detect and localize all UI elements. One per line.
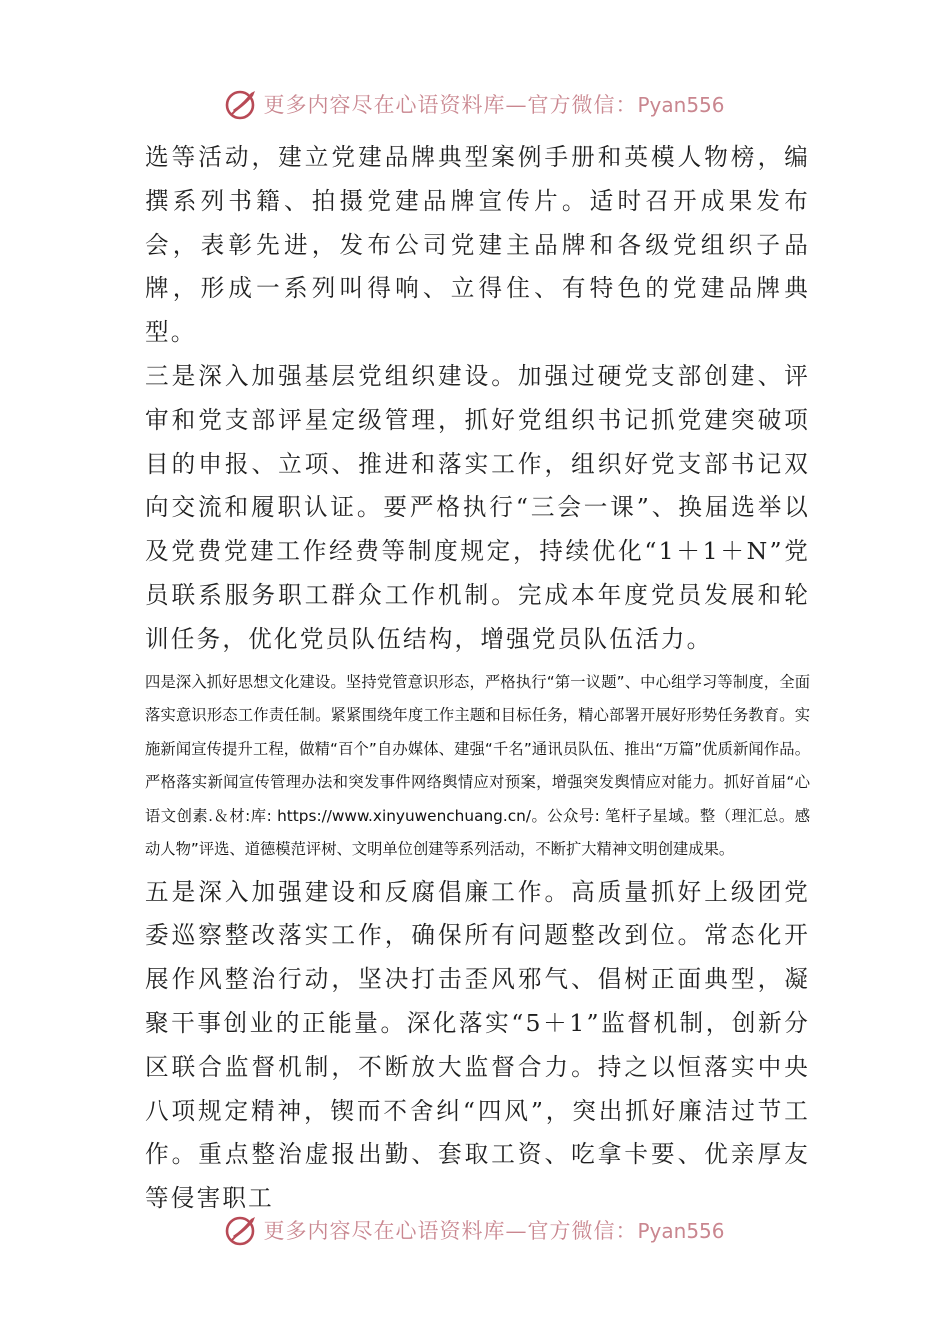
header-banner: [0, 84, 950, 124]
banner-text: [263, 1215, 724, 1245]
banner-label: 更多内容尽在心语资料库—官方微信：: [263, 93, 638, 117]
banner-text: [263, 89, 724, 119]
pen-logo-icon: [225, 87, 259, 121]
paragraph-2: 三是深入加强基层党组织建设。加强过硬党支部创建、评审和党支部评星定级管理，抓好党组织书记抓党建突破项目的申报、立项、推进和落实工作，组织好党支部书记双向交流和履职认证。要严格执行“三会一课”、换届选举以及党费党建工作经费等制度规定，持续优化“1＋1＋N”党员联系服务职工群众工作机制。完成本年度党员发展和轮训任务，优化党员队伍结构，增强党员队伍活力。: [145, 361, 810, 653]
footer-banner: [0, 1210, 950, 1250]
banner-wechat-id: Pyan556: [637, 93, 725, 117]
pen-logo-icon: [225, 1213, 259, 1247]
document-body: [145, 136, 810, 1221]
paragraph-4: 五是深入加强建设和反腐倡廉工作。高质量抓好上级团党委巡察整改落实工作，确保所有问题整改到位。常态化开展作风整治行动，坚决打击歪风邪气、倡树正面典型，凝聚干事创业的正能量。深化落实“5＋1”监督机制，创新分区联合监督机制，不断放大监督合力。持之以恒落实中央八项规定精神，锲而不舍纠“四风”，突出抓好廉洁过节工作。重点整治虚报出勤、套取工资、吃拿卡要、优亲厚友等侵害职工: [145, 877, 810, 1213]
banner-wechat-id: Pyan556: [637, 1219, 725, 1243]
banner-label: 更多内容尽在心语资料库—官方微信：: [263, 1219, 638, 1243]
paragraph-3: 四是深入抓好思想文化建设。坚持党管意识形态，严格执行“第一议题”、中心组学习等制度，全面落实意识形态工作责任制。紧紧围绕年度工作主题和目标任务，精心部署开展好形势任务教育。实施新闻宣传提升工程，做精“百个”自办媒体、建强“千名”通讯员队伍、推出“万篇”优质新闻作品。严格落实新闻宣传管理办法和突发事件网络舆情应对预案，增强突发舆情应对能力。抓好首届“心语文创素.＆材:库: https://www.xinyuwenchuang.cn/。公众号: 笔杆子星域。整（理汇总。感动人物”评选、道德模范评树、文明单位创建等系列活动，不断扩大精神文明创建成果。: [145, 672, 810, 859]
paragraph-1: 选等活动，建立党建品牌典型案例手册和英模人物榜，编撰系列书籍、拍摄党建品牌宣传片。适时召开成果发布会，表彰先进，发布公司党建主品牌和各级党组织子品牌，形成一系列叫得响、立得住、有特色的党建品牌典型。: [145, 143, 810, 347]
